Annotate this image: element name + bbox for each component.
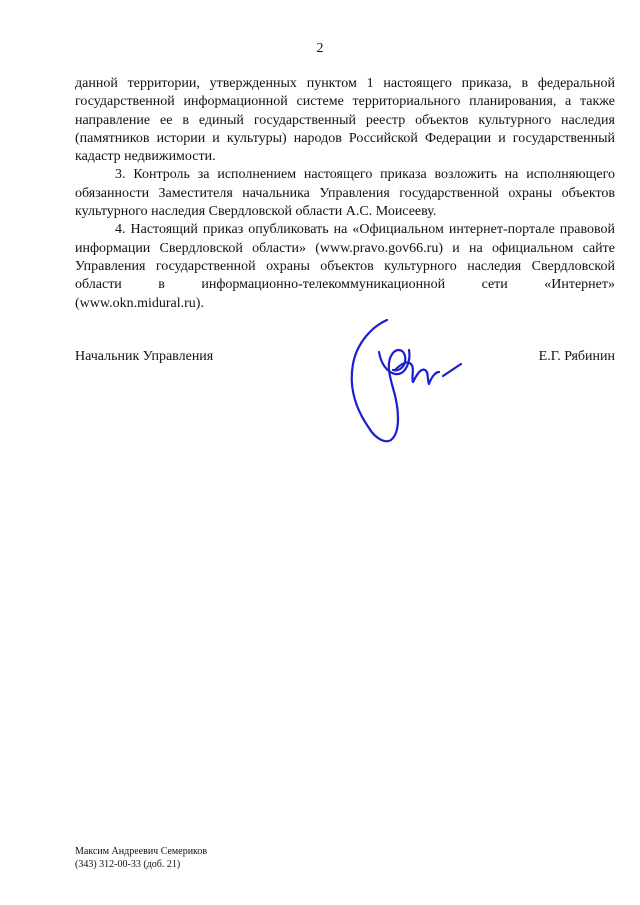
executor-name: Максим Андреевич Семериков [75, 846, 208, 857]
paragraph-item-3: 3. Контроль за исполнением настоящего приказа возложить на исполняющего обязанности Заместителя начальника Управления государственной охраны объектов культурного наследия Свердловской области А.С. Моисееву. [75, 167, 615, 220]
signature-stroke-main [352, 320, 406, 441]
page-number: 2 [316, 41, 324, 56]
signer-title: Начальник Управления [75, 349, 214, 364]
handwritten-signature [335, 312, 475, 452]
document-body [75, 75, 615, 313]
executor-info [75, 845, 207, 871]
paragraph-continuation: данной территории, утвержденных пунктом 1 настоящего приказа, в федеральной государственной информационной системе территориального планирования, а также направление ее в единый государственный реестр объектов культурного наследия (памятников истории и культуры) народов Российской Федерации и государственный кадастр недвижимости. [75, 76, 615, 165]
paragraph-item-4: 4. Настоящий приказ опубликовать на «Официальном интернет-портале правовой информации Свердловской области» (www.pravo.gov66.ru) и на официальном сайте Управления государственной охраны объектов культурного наследия Свердловской области в информационно-телекоммуникационной сети «Интернет» (www.okn.midural.ru). [75, 222, 615, 311]
signature-stroke-dash [443, 364, 461, 376]
executor-phone: (343) 312-00-33 (доб. 21) [75, 859, 181, 870]
signer-name: Е.Г. Рябинин [538, 349, 615, 364]
